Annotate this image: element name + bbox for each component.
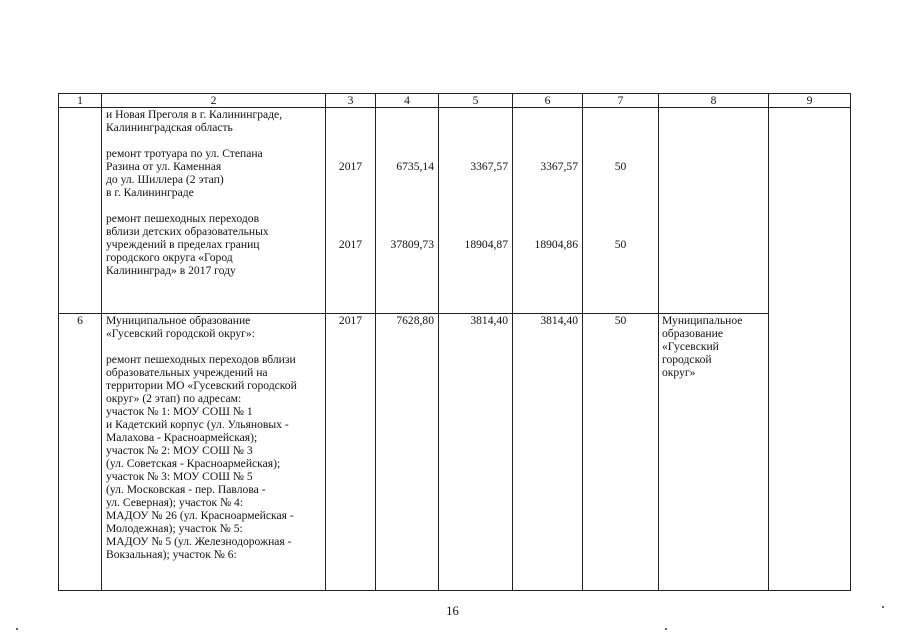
table-row-6 [59, 314, 851, 591]
description-cell [102, 108, 326, 314]
header-cell-4: 4 [376, 94, 439, 108]
federal-cell-6: 3814,40 [439, 314, 513, 591]
description-cell-6 [102, 314, 326, 591]
header-cell-5: 5 [439, 94, 513, 108]
year-cell [326, 108, 376, 314]
item-1-description: ремонт тротуара по ул. Степана Разина от ул. Каменная до ул. Шиллера (2 этап) в г. Калининграде [106, 147, 263, 199]
item-2-local: 18904,86 [534, 238, 578, 251]
data-table [58, 93, 851, 591]
item-2-year: 2017 [338, 238, 363, 251]
percent-cell [583, 108, 659, 314]
percent-cell-6: 50 [583, 314, 659, 591]
item-1-local: 3367,57 [540, 160, 578, 173]
notes-cell [769, 108, 851, 591]
item-1-total: 6735,14 [396, 160, 434, 173]
scan-speck [882, 606, 884, 608]
header-cell-1: 1 [59, 94, 102, 108]
header-cell-7: 7 [583, 94, 659, 108]
page-number: 16 [446, 604, 459, 618]
scan-speck [665, 628, 667, 630]
header-cell-3: 3 [326, 94, 376, 108]
header-row [59, 94, 851, 108]
item-2-percent: 50 [614, 238, 627, 251]
recipient-cell [659, 108, 769, 314]
item-1-percent: 50 [614, 160, 627, 173]
local-cell [513, 108, 583, 314]
item-2-federal: 18904,87 [464, 238, 508, 251]
item-2-total: 37809,73 [390, 238, 434, 251]
total-cell-6: 7628,80 [376, 314, 439, 591]
header-cell-2: 2 [102, 94, 326, 108]
item-1-year: 2017 [338, 160, 363, 173]
item-2-description: ремонт пешеходных переходов вблизи детских образовательных учреждений в пределах границ городского округа «Город Калининград» в 2017 году [106, 212, 269, 277]
item-1-federal: 3367,57 [470, 160, 508, 173]
total-cell [376, 108, 439, 314]
header-cell-6: 6 [513, 94, 583, 108]
row-number-6: 6 [59, 314, 102, 591]
recipient-cell-6: Муниципальное образование «Гусевский городской округ» [659, 314, 769, 591]
row-number-cell [59, 108, 102, 314]
header-cell-8: 8 [659, 94, 769, 108]
row6-title: Муниципальное образование «Гусевский городской округ»: [106, 314, 255, 340]
table-row-continuation [59, 108, 851, 314]
header-cell-9: 9 [769, 94, 851, 108]
row6-description: ремонт пешеходных переходов вблизи образовательных учреждений на территории МО «Гусевский городской округ» (2 этап) по адресам: участок № 1: МОУ СОШ № 1 и Кадетский корпус (ул. Ульяновых - Малахова - Красноармейская); участок № 2: МОУ СОШ № 3 (ул. Советская - Красноармейская); участок № 3: МОУ СОШ № 5 (ул. Московская - пер. Павлова - ул. Северная); участок № 4: МАДОУ № 26 (ул. Красноармейская - Молодежная); участок № 5: МАДОУ № 5 (ул. Железнодорожная - Вокзальная); участок № 6: [106, 353, 297, 561]
local-cell-6: 3814,40 [513, 314, 583, 591]
federal-cell [439, 108, 513, 314]
year-cell-6: 2017 [326, 314, 376, 591]
description-intro: и Новая Преголя в г. Калининграде, Калининградская область [106, 108, 283, 134]
scan-speck [16, 628, 18, 630]
